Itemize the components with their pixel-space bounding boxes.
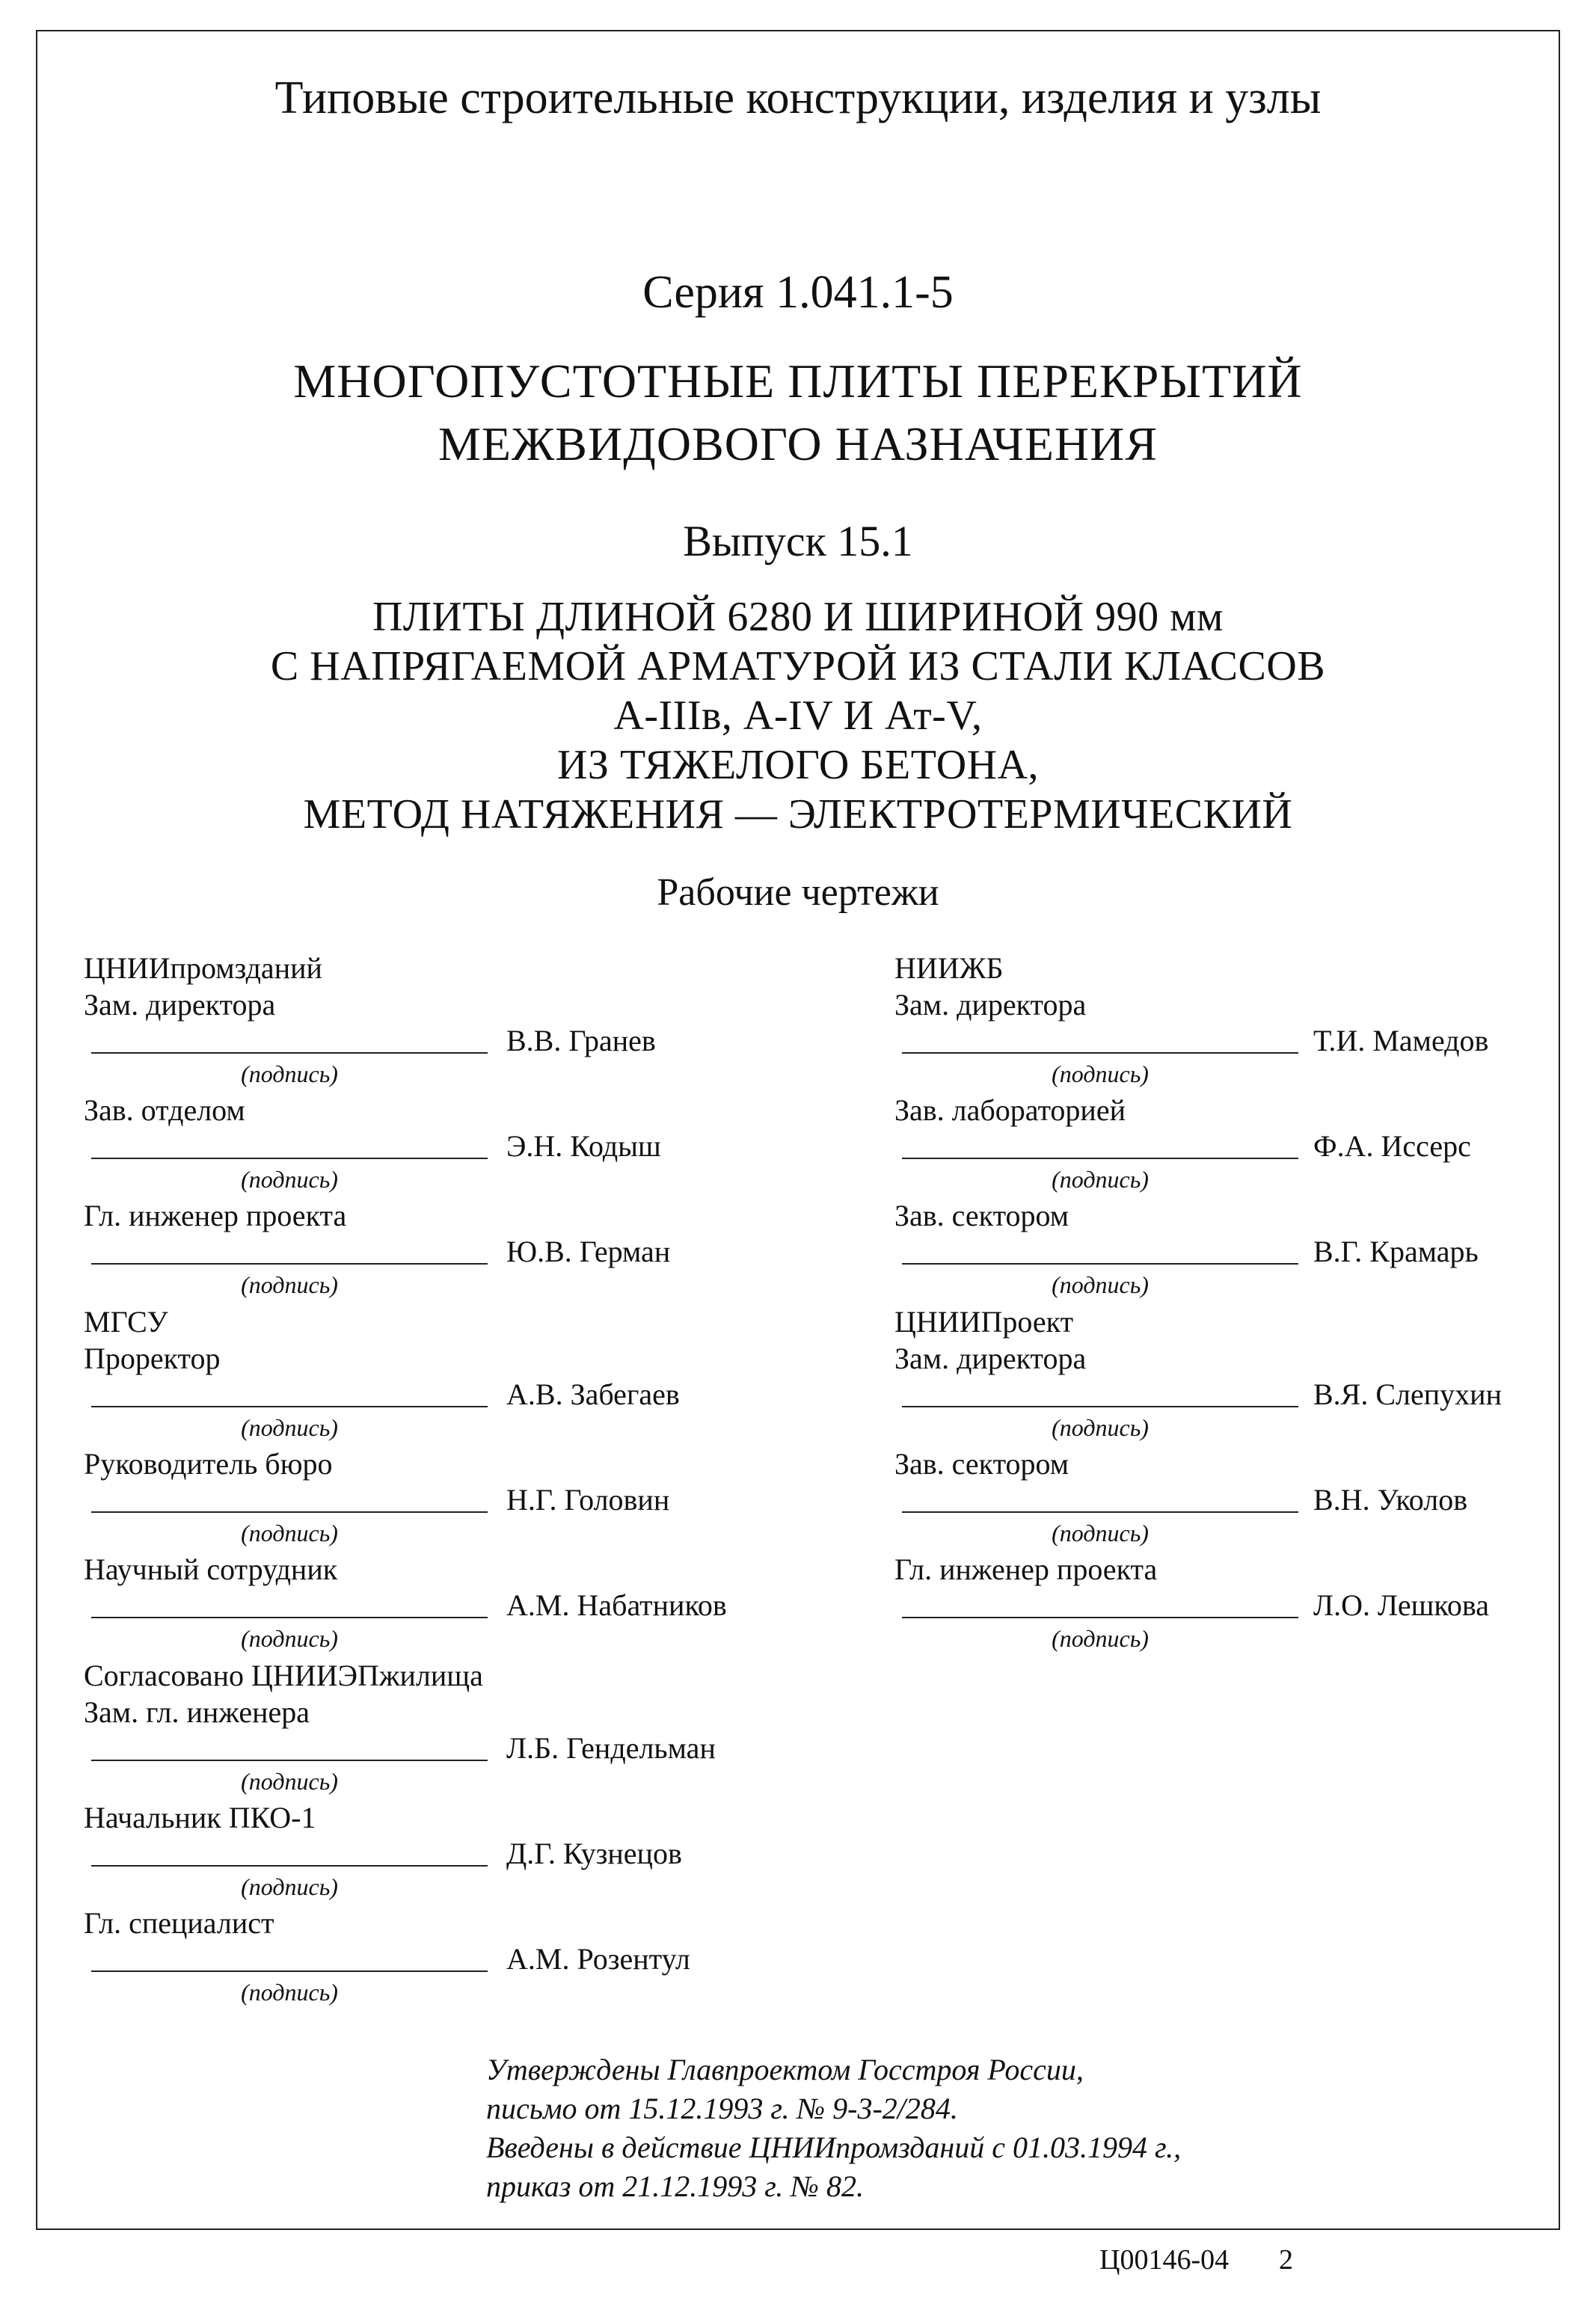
- signer-role: Гл. специалист: [84, 1906, 274, 1940]
- signature-caption: (подпись): [241, 1768, 338, 1795]
- signer-name: Т.И. Мамедов: [1313, 1024, 1489, 1057]
- signature-caption: (подпись): [241, 1625, 338, 1652]
- signature-row: [84, 1481, 817, 1520]
- organization-name: НИИЖБ: [894, 951, 1004, 985]
- signer-name: Л.О. Лешкова: [1313, 1588, 1489, 1622]
- signature-caption: (подпись): [1052, 1060, 1149, 1087]
- signer-name: Ф.А. Иссерс: [1313, 1129, 1471, 1163]
- signature-row: [894, 1022, 1553, 1061]
- issue-title: [36, 592, 1560, 839]
- signer-role: Научный сотрудник: [84, 1552, 338, 1586]
- signature-row: [84, 1587, 817, 1626]
- signer-name: А.М. Розентул: [506, 1942, 690, 1976]
- signature-line: [91, 1760, 488, 1761]
- approval-line: приказ от 21.12.1993 г. № 82.: [486, 2169, 864, 2203]
- signer-role: Руководитель бюро: [84, 1447, 333, 1481]
- signer-role: Зам. директора: [894, 1342, 1087, 1375]
- signature-row: [84, 1128, 817, 1167]
- document-number: Ц00146-04: [1099, 2244, 1230, 2276]
- working-drawings-label: Рабочие чертежи: [657, 871, 939, 914]
- signer-name: В.Н. Уколов: [1313, 1483, 1468, 1517]
- signature-line: [91, 1263, 488, 1265]
- signature-row: [84, 1835, 817, 1874]
- signature-row: [84, 1376, 817, 1415]
- signer-name: Э.Н. Кодыш: [506, 1129, 661, 1163]
- signature-line: [91, 1511, 488, 1513]
- right-signatures-column: [894, 950, 1553, 1657]
- signature-caption: (подпись): [1052, 1414, 1149, 1441]
- series-title: Типовые строительные конструкции, изделия и узлы: [274, 73, 1322, 123]
- signer-role: Гл. инженер проекта: [84, 1199, 347, 1232]
- organization-name: Согласовано ЦНИИЭПжилища: [84, 1659, 483, 1692]
- signature-line: [91, 1158, 488, 1159]
- signature-line: [902, 1158, 1298, 1159]
- signature-caption: (подпись): [241, 1873, 338, 1900]
- signature-caption: (подпись): [1052, 1625, 1149, 1652]
- signature-row: [84, 1730, 817, 1769]
- signer-name: Д.Г. Кузнецов: [506, 1837, 682, 1870]
- signer-name: А.М. Набатников: [506, 1588, 727, 1622]
- signer-name: Н.Г. Головин: [506, 1483, 670, 1517]
- issue-title-line: А-IIIв, А-IV И Ат-V,: [613, 692, 983, 739]
- main-title: [36, 350, 1560, 476]
- signer-name: А.В. Забегаев: [506, 1377, 680, 1411]
- signature-caption: (подпись): [241, 1166, 338, 1193]
- signature-row: [894, 1233, 1553, 1272]
- signature-row: [84, 1233, 817, 1272]
- approval-note: [486, 2051, 1181, 2206]
- signature-row: [894, 1376, 1553, 1415]
- signer-name: Л.Б. Гендельман: [506, 1731, 716, 1765]
- signer-name: В.В. Гранев: [506, 1024, 656, 1057]
- page-number: 2: [1279, 2244, 1293, 2276]
- signer-name: В.Я. Слепухин: [1313, 1377, 1502, 1411]
- signer-role: Зам. директора: [894, 988, 1087, 1022]
- signer-role: Зав. сектором: [894, 1447, 1069, 1481]
- signature-caption: (подпись): [241, 1414, 338, 1441]
- signature-line: [902, 1511, 1298, 1513]
- signer-role: Зам. гл. инженера: [84, 1695, 310, 1729]
- signature-line: [91, 1970, 488, 1972]
- approval-line: письмо от 15.12.1993 г. № 9-3-2/284.: [486, 2092, 958, 2125]
- signature-line: [91, 1865, 488, 1867]
- series-number: Серия 1.041.1-5: [642, 267, 954, 318]
- issue-title-line: МЕТОД НАТЯЖЕНИЯ — ЭЛЕКТРОТЕРМИЧЕСКИЙ: [303, 791, 1293, 838]
- signer-role: Гл. инженер проекта: [894, 1552, 1158, 1586]
- approval-line: Утверждены Главпроектом Госстроя России,: [486, 2053, 1084, 2086]
- signer-name: В.Г. Крамарь: [1313, 1235, 1479, 1268]
- signature-row: [84, 1022, 817, 1061]
- signature-line: [91, 1052, 488, 1054]
- signature-caption: (подпись): [241, 1520, 338, 1546]
- signer-role: Зав. сектором: [894, 1199, 1069, 1232]
- main-title-line: МЕЖВИДОВОГО НАЗНАЧЕНИЯ: [438, 417, 1158, 470]
- signature-row: [84, 1941, 817, 1979]
- signature-row: [894, 1587, 1553, 1626]
- signature-row: [894, 1128, 1553, 1167]
- organization-name: МГСУ: [84, 1305, 168, 1339]
- issue-title-line: ИЗ ТЯЖЕЛОГО БЕТОНА,: [556, 742, 1040, 788]
- signature-caption: (подпись): [1052, 1166, 1149, 1193]
- signature-caption: (подпись): [241, 1060, 338, 1087]
- issue-title-line: С НАПРЯГАЕМОЙ АРМАТУРОЙ ИЗ СТАЛИ КЛАССОВ: [270, 643, 1326, 689]
- signature-caption: (подпись): [1052, 1520, 1149, 1546]
- signature-line: [902, 1406, 1298, 1407]
- left-signatures-column: [84, 950, 817, 2011]
- signer-role: Зав. лабораторией: [894, 1093, 1126, 1127]
- organization-name: ЦНИИпромзданий: [84, 951, 322, 985]
- signature-line: [902, 1263, 1298, 1265]
- issue-title-line: ПЛИТЫ ДЛИНОЙ 6280 И ШИРИНОЙ 990 мм: [372, 594, 1224, 640]
- signature-line: [91, 1406, 488, 1407]
- signature-line: [902, 1052, 1298, 1054]
- signer-role: Зав. отделом: [84, 1093, 245, 1127]
- main-title-line: МНОГОПУСТОТНЫЕ ПЛИТЫ ПЕРЕКРЫТИЙ: [293, 354, 1303, 408]
- signer-role: Начальник ПКО-1: [84, 1801, 316, 1834]
- signer-role: Зам. директора: [84, 988, 276, 1022]
- approval-line: Введены в действие ЦНИИпромзданий с 01.03.1994 г.,: [486, 2131, 1182, 2164]
- signer-name: Ю.В. Герман: [506, 1235, 671, 1268]
- signer-role: Проректор: [84, 1342, 221, 1375]
- signature-line: [902, 1617, 1298, 1618]
- signature-caption: (подпись): [241, 1979, 338, 2006]
- signature-row: [894, 1481, 1553, 1520]
- signature-line: [91, 1617, 488, 1618]
- signature-caption: (подпись): [1052, 1271, 1149, 1298]
- organization-name: ЦНИИПроект: [894, 1305, 1074, 1339]
- issue-number: Выпуск 15.1: [683, 517, 913, 565]
- signature-caption: (подпись): [241, 1271, 338, 1298]
